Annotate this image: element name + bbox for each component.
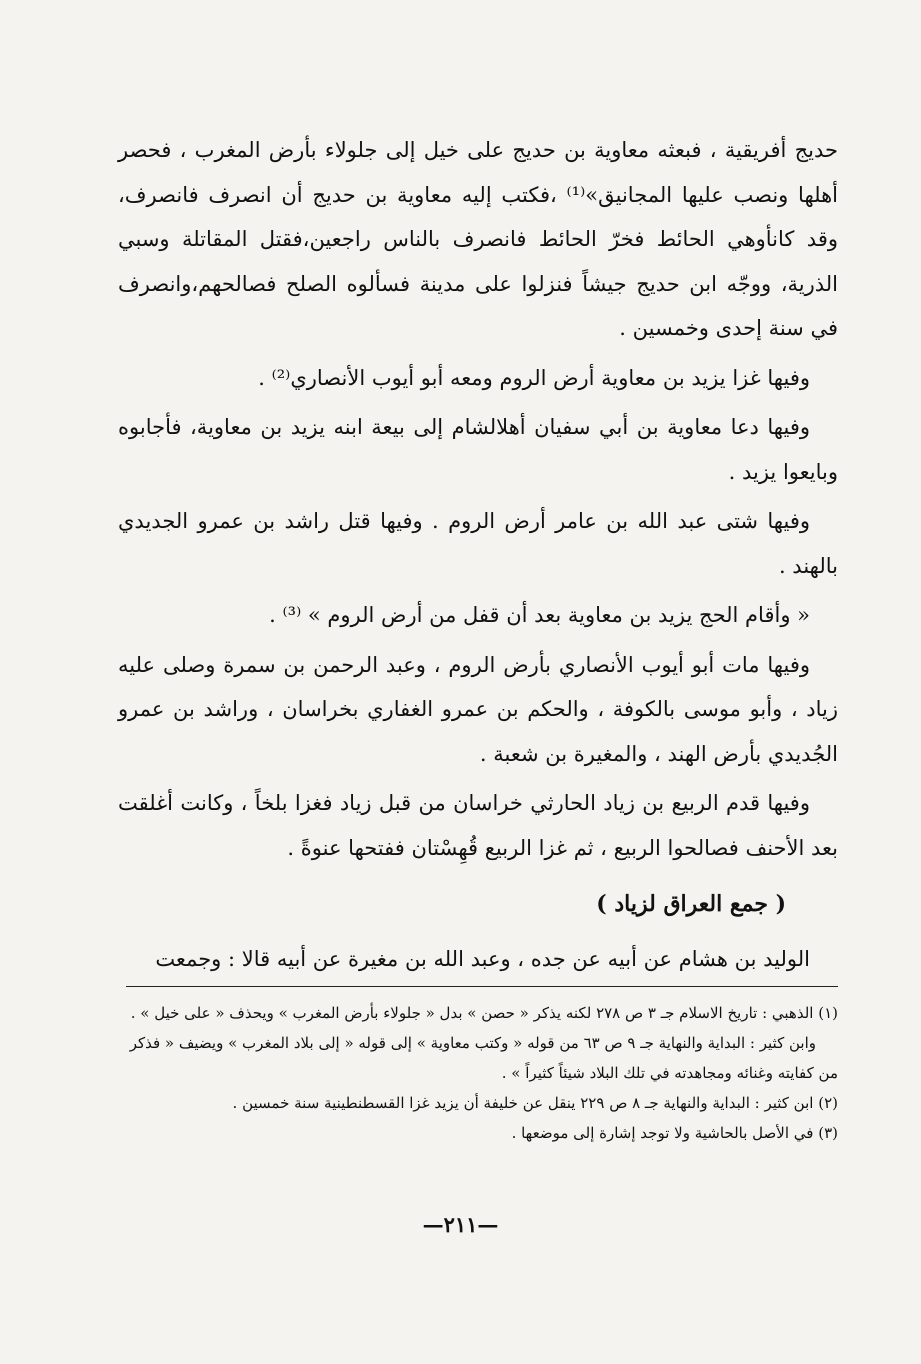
footnotes — [118, 998, 838, 1148]
section-heading: ( جمع العراق لزياد ) — [596, 891, 786, 917]
paragraph: وفيها مات أبو أيوب الأنصاري بأرض الروم ، وعبد الرحمن بن سمرة وصلى عليه زياد ، وأبو موسى بالكوفة ، والحكم بن عمرو الغفاري بخراسان ، وراشد بن عمرو الجُديدي بأرض الهند ، والمغيرة بن شعبة . — [118, 652, 838, 766]
main-text — [118, 128, 838, 986]
paragraph: « وأقام الحج يزيد بن معاوية بعد أن قفل من أرض الروم » ⁽³⁾ . — [269, 603, 810, 627]
footnote: (٢) ابن كثير : البداية والنهاية جـ ٨ ص ٢٢٩ ينقل عن خليفة أن يزيد غزا القسطنطينية سنة خمسين . — [232, 1094, 838, 1112]
footnote: (٣) في الأصل بالحاشية ولا توجد إشارة إلى موضعها . — [511, 1124, 838, 1142]
page-number: —٢١١— — [422, 1212, 499, 1237]
footnote-divider — [126, 986, 838, 987]
paragraph: وفيها دعا معاوية بن أبي سفيان أهلالشام إلى بيعة ابنه يزيد بن معاوية، فأجابوه وبايعوا يزيد . — [118, 415, 838, 484]
paragraph: وفيها غزا يزيد بن معاوية أرض الروم ومعه أبو أيوب الأنصاري⁽²⁾ . — [258, 365, 810, 390]
footnote: (١) الذهبي : تاريخ الاسلام جـ ٣ ص ٢٧٨ لكنه يذكر « حصن » بدل « جلولاء بأرض المغرب » ويحذف « على خيل » . — [130, 1004, 838, 1022]
footnote: وابن كثير : البداية والنهاية جـ ٩ ص ٦٣ من قوله « وكتب معاوية » إلى قوله « إلى بلاد المغرب » ويضيف « فذكر من كفايته وغنائه ومجاهدته في تلك البلاد شيئاً كثيراً » . — [129, 1034, 838, 1082]
paragraph: وفيها قدم الربيع بن زياد الحارثي خراسان من قبل زياد فغزا بلخاً ، وكانت أغلقت بعد الأحنف فصالحوا الربيع ، ثم غزا الربيع قُهِسْتان ففتحها عنوةً . — [118, 791, 838, 860]
paragraph: حديج أفريقية ، فبعثه معاوية بن حديج على خيل إلى جلولاء بأرض المغرب ، فحصر أهلها ونصب عليها المجانيق»⁽¹⁾ ،فكتب إليه معاوية بن حديج أن انصرف فانصرف، وقد كانأوهي الحائط فخرّ الحائط فانصرف بالناس راجعين،فقتل المقاتلة وسبي الذرية، ووجّه ابن حديج جيشاً فنزلوا على مدينة فسألوه الصلح فصالحهم،وانصرف في سنة إحدى وخمسين . — [118, 138, 838, 340]
paragraph: الوليد بن هشام عن أبيه عن جده ، وعبد الله بن مغيرة عن أبيه قالا : وجمعت — [155, 946, 810, 971]
paragraph: وفيها شتى عبد الله بن عامر أرض الروم . وفيها قتل راشد بن عمرو الجديدي بالهند . — [118, 509, 838, 578]
